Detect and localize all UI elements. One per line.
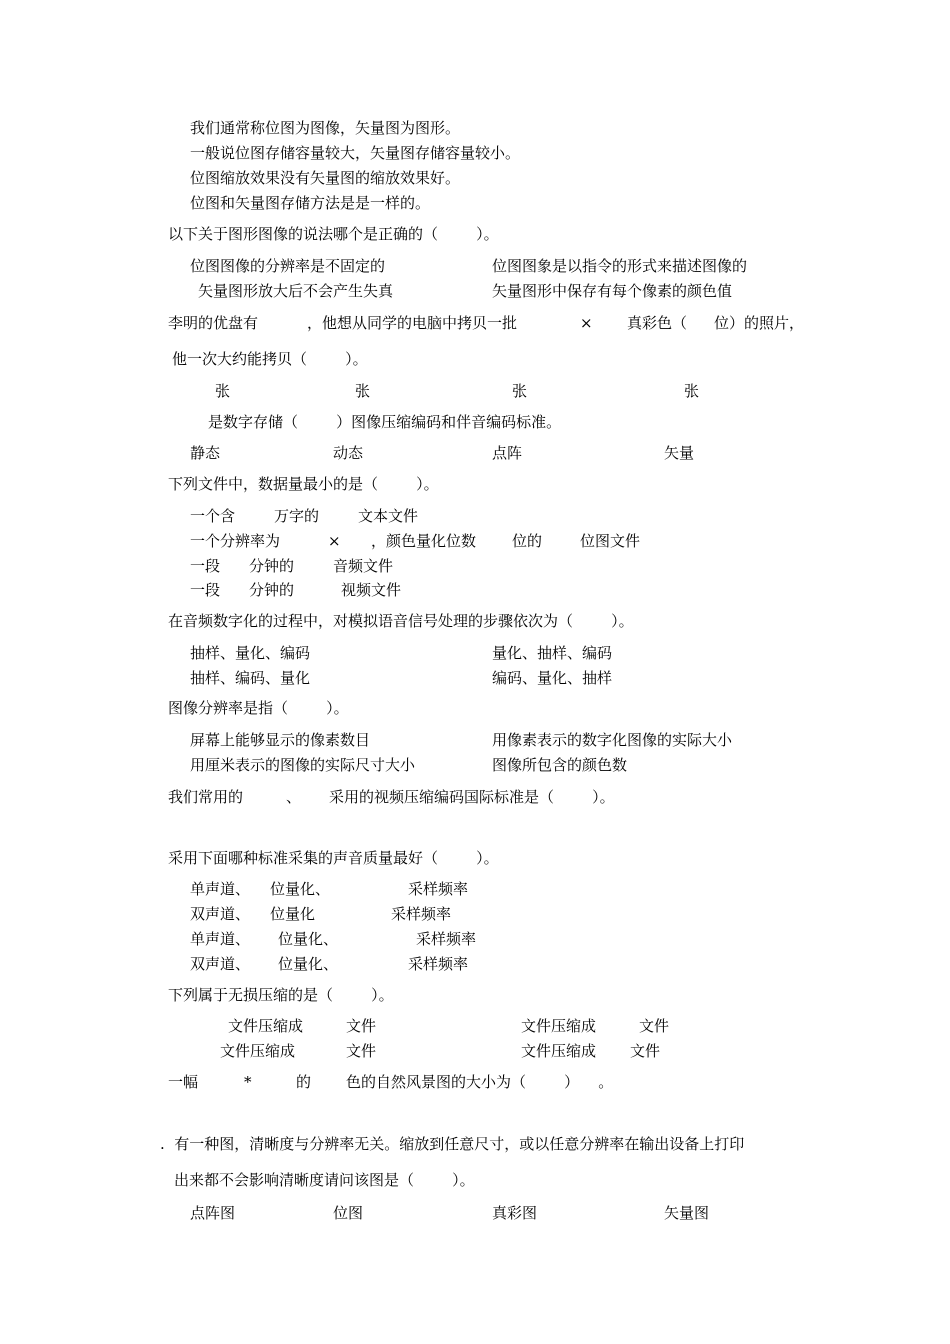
q11-stem-line-2: 出来都不会影响清晰度请问该图是（ ）。 [174,1171,475,1189]
q3-option-c: 点阵 [492,444,523,462]
q1-option-a: 位图图像的分辨率是不固定的 [190,257,386,275]
q11-stem: . 有一种图，清晰度与分辨率无关。缩放到任意尺寸，或以任意分辨率在输出设备上打印 [160,1135,745,1153]
q4-option-c-part-2: 分钟的 [249,557,295,575]
q9-option-c-part-2: 文件 [346,1042,377,1060]
q4-stem: 下列文件中，数据量最小的是（ ）。 [168,475,439,493]
q5-option-d: 编码、量化、抽样 [492,669,613,687]
q11-option-b: 位图 [333,1204,364,1222]
statement-4: 位图和矢量图存储方法是是一样的。 [190,194,431,212]
q8-option-c-part-2: 位量化、 [278,930,339,948]
q2-stem-part-a: 李明的优盘有 [168,314,259,332]
q3-option-b: 动态 [333,444,364,462]
q5-option-b: 量化、抽样、编码 [492,644,613,662]
q3-stem: 是数字存储（ ）图像压缩编码和伴音编码标准。 [208,413,562,431]
q5-option-c: 抽样、编码、量化 [190,669,311,687]
statement-3: 位图缩放效果没有矢量图的缩放效果好。 [190,169,461,187]
q5-option-a: 抽样、量化、编码 [190,644,311,662]
q4-option-d-part-2: 分钟的 [249,581,295,599]
q11-option-d: 矢量图 [664,1204,710,1222]
q2-stem-line-2: 他一次大约能拷贝（ ）。 [172,350,368,368]
q2-stem-part-d: 位）的照片， [714,314,805,332]
q2-option-c: 张 [512,382,528,400]
q4-option-b-part-1: 一个分辨率为 [190,532,281,550]
q8-stem: 采用下面哪种标准采集的声音质量最好（ ）。 [168,849,499,867]
q4-option-b-part-5: 位图文件 [580,532,641,550]
q3-option-a: 静态 [190,444,221,462]
q9-option-d-part-1: 文件压缩成 [521,1042,597,1060]
q2-times-symbol: × [580,314,593,332]
q4-option-b-part-3: ，颜色量化位数 [371,532,477,550]
q9-option-c-part-1: 文件压缩成 [220,1042,296,1060]
q2-stem-part-b: ，他想从同学的电脑中拷贝一批 [307,314,518,332]
q4-option-a-part-3: 文本文件 [358,507,419,525]
q4-option-d-part-3: 视频文件 [341,581,402,599]
q7-stem-part-c: 采用的视频压缩编码国际标准是（ ）。 [329,788,615,806]
q8-option-b-part-2: 位量化 [270,905,316,923]
q6-option-c: 用厘米表示的图像的实际尺寸大小 [190,756,416,774]
q8-option-c-part-3: 采样频率 [416,930,477,948]
q4-option-b-times: × [328,532,341,550]
q6-option-b: 用像素表示的数字化图像的实际大小 [492,731,733,749]
q8-option-a-part-1: 单声道、 [190,880,251,898]
q8-option-d-part-3: 采样频率 [408,955,469,973]
q2-option-b: 张 [355,382,371,400]
q9-option-a-part-1: 文件压缩成 [228,1017,304,1035]
q6-option-a: 屏幕上能够显示的像素数目 [190,731,371,749]
q4-option-b-part-4: 位的 [512,532,543,550]
q6-option-d: 图像所包含的颜色数 [492,756,628,774]
q5-stem: 在音频数字化的过程中，对模拟语音信号处理的步骤依次为（ ）。 [168,612,634,630]
q8-option-b-part-3: 采样频率 [391,905,452,923]
q9-option-a-part-2: 文件 [346,1017,377,1035]
q2-option-d: 张 [684,382,700,400]
q7-stem-part-a: 我们常用的 [168,788,244,806]
q8-option-d-part-2: 位量化、 [278,955,339,973]
q9-option-b-part-2: 文件 [639,1017,670,1035]
q4-option-d-part-1: 一段 [190,581,221,599]
q10-stem-part-c: 色的自然风景图的大小为（ ） 。 [346,1073,614,1091]
q4-option-c-part-3: 音频文件 [333,557,394,575]
q2-stem-part-c: 真彩色（ [627,314,688,332]
q9-option-b-part-1: 文件压缩成 [521,1017,597,1035]
q9-stem: 下列属于无损压缩的是（ ）。 [168,986,394,1004]
q9-option-d-part-2: 文件 [630,1042,661,1060]
q3-option-d: 矢量 [664,444,695,462]
q10-star-symbol: * [244,1073,252,1091]
q1-stem: 以下关于图形图像的说法哪个是正确的（ ）。 [168,225,499,243]
q2-option-a: 张 [215,382,231,400]
statement-1: 我们通常称位图为图像，矢量图为图形。 [190,119,461,137]
q4-option-a-part-2: 万字的 [274,507,320,525]
q1-option-d: 矢量图形中保存有每个像素的颜色值 [492,282,733,300]
q8-option-d-part-1: 双声道、 [190,955,251,973]
q6-stem: 图像分辨率是指（ ）。 [168,699,349,717]
q8-option-a-part-2: 位量化、 [270,880,331,898]
q10-stem-part-a: 一幅 [168,1073,199,1091]
statement-2: 一般说位图存储容量较大，矢量图存储容量较小。 [190,144,521,162]
q8-option-c-part-1: 单声道、 [190,930,251,948]
q1-option-c: 矢量图形放大后不会产生失真 [198,282,394,300]
q1-option-b: 位图图象是以指令的形式来描述图像的 [492,257,748,275]
q8-option-a-part-3: 采样频率 [408,880,469,898]
q11-option-a: 点阵图 [190,1204,236,1222]
q11-option-c: 真彩图 [492,1204,538,1222]
q4-option-a-part-1: 一个含 [190,507,236,525]
q10-stem-part-b: 的 [296,1073,312,1091]
q7-stem-part-b: 、 [286,788,302,806]
q8-option-b-part-1: 双声道、 [190,905,251,923]
q4-option-c-part-1: 一段 [190,557,221,575]
